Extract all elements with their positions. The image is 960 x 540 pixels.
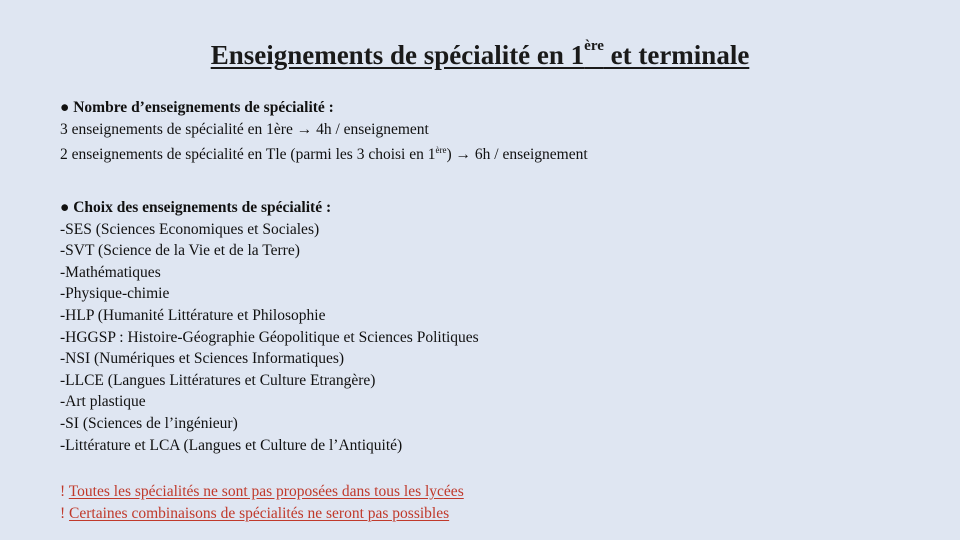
warning-mark: ! — [60, 483, 66, 500]
count-section — [60, 97, 588, 166]
warning-line-1 — [60, 481, 464, 503]
list-item: -HGGSP : Histoire-Géographie Géopolitique et Sciences Politiques — [60, 328, 479, 346]
choice-heading: ● Choix des enseignements de spécialité : — [60, 199, 332, 216]
warning-text-2: Certaines combinaisons de spécialités ne seront pas possibles — [69, 504, 450, 522]
list-item: -Art plastique — [60, 393, 146, 411]
title-text: Enseignements de spécialité en 1ère et terminale — [210, 38, 750, 70]
warning-line-2 — [60, 503, 464, 525]
count-line-2: 2 enseignements de spécialité en Tle (parmi les 3 choisi en 1ère) → 6h / enseignement — [60, 145, 588, 164]
list-item: -NSI (Numériques et Sciences Informatiques) — [60, 350, 345, 368]
list-item: -SES (Sciences Economiques et Sociales) — [60, 220, 320, 238]
list-item: -Mathématiques — [60, 263, 161, 281]
list-item: -SVT (Science de la Vie et de la Terre) — [60, 242, 300, 260]
warning-text-1: Toutes les spécialités ne sont pas proposées dans tous les lycées — [68, 483, 464, 500]
warning-mark: ! — [60, 504, 66, 522]
choice-section — [60, 197, 479, 456]
count-heading: ● Nombre d’enseignements de spécialité : — [60, 99, 334, 116]
list-item: -Physique-chimie — [60, 285, 170, 303]
list-item: -SI (Sciences de l’ingénieur) — [60, 414, 238, 432]
count-line-2-superscript: ère — [435, 145, 447, 156]
title-superscript: ère — [584, 38, 604, 54]
count-line-1: 3 enseignements de spécialité en 1ère → 4h / enseignement — [60, 120, 429, 138]
list-item: -Littérature et LCA (Langues et Culture de l’Antiquité) — [60, 436, 403, 454]
page-title — [0, 38, 960, 71]
specialty-list — [60, 219, 479, 457]
warnings — [60, 481, 464, 524]
list-item: -HLP (Humanité Littérature et Philosophie — [60, 306, 326, 324]
list-item: -LLCE (Langues Littératures et Culture Etrangère) — [60, 371, 376, 389]
